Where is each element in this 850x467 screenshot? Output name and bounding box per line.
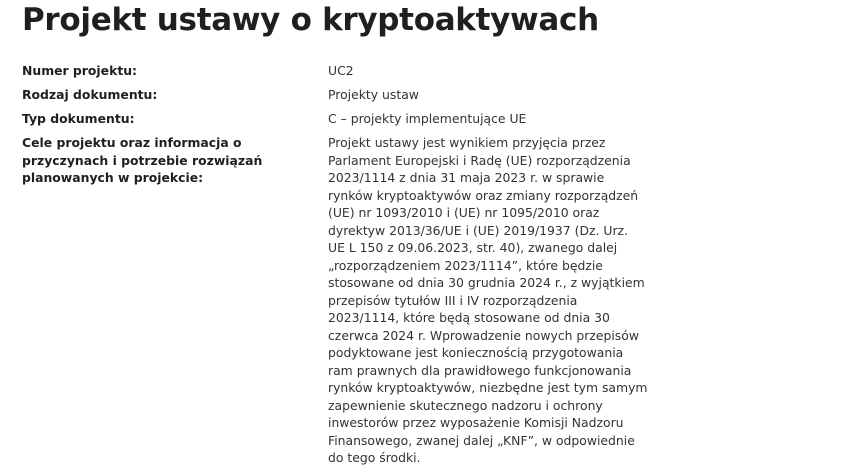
meta-value: Projekty ustaw [328,87,419,102]
meta-label: Rodzaj dokumentu: [22,87,158,102]
meta-label: Typ dokumentu: [22,111,135,126]
meta-row-project-number [22,62,822,86]
document-metadata [22,62,822,467]
meta-row-document-kind [22,86,822,110]
meta-value: C – projekty implementujące UE [328,111,527,126]
meta-value: Projekt ustawy jest wynikiem przyjęcia przez Parlament Europejski i Radę (UE) rozporządzenia 2023/1114 z dnia 31 maja 2023 r. w sprawie rynków kryptoaktywów oraz zmiany rozporządzeń (UE) nr 1093/2010 i (UE) nr 1095/2010 oraz dyrektyw 2013/36/UE i (UE) 2019/1937 (Dz. Urz. UE L 150 z 09.06.2023, str. 40), zwanego dalej „rozporządzeniem 2023/1114”, które będzie stosowane od dnia 30 grudnia 2024 r., z wyjątkiem przepisów tytułów III i IV rozporządzenia 2023/1114, które będą stosowane od dnia 30 czerwca 2024 r. Wprowadzenie nowych przepisów podyktowane jest koniecznością przygotowania ram prawnych dla prawidłowego funkcjonowania rynków kryptoaktywów, niezbędne jest tym samym zapewnienie skutecznego nadzoru i ochrony inwestorów przez wyposażenie Komisji Nadzoru Finansowego, zwanej dalej „KNF”, w odpowiednie do tego środki. [328,135,648,465]
meta-row-project-goals [22,134,822,467]
meta-value: UC2 [328,63,354,78]
meta-row-document-type [22,110,822,134]
page-title: Projekt ustawy o kryptoaktywach [22,2,599,38]
meta-label: Numer projektu: [22,63,138,78]
meta-label: Cele projektu oraz informacja o przyczynach i potrzebie rozwiązań planowanych w projekcie: [22,135,263,185]
